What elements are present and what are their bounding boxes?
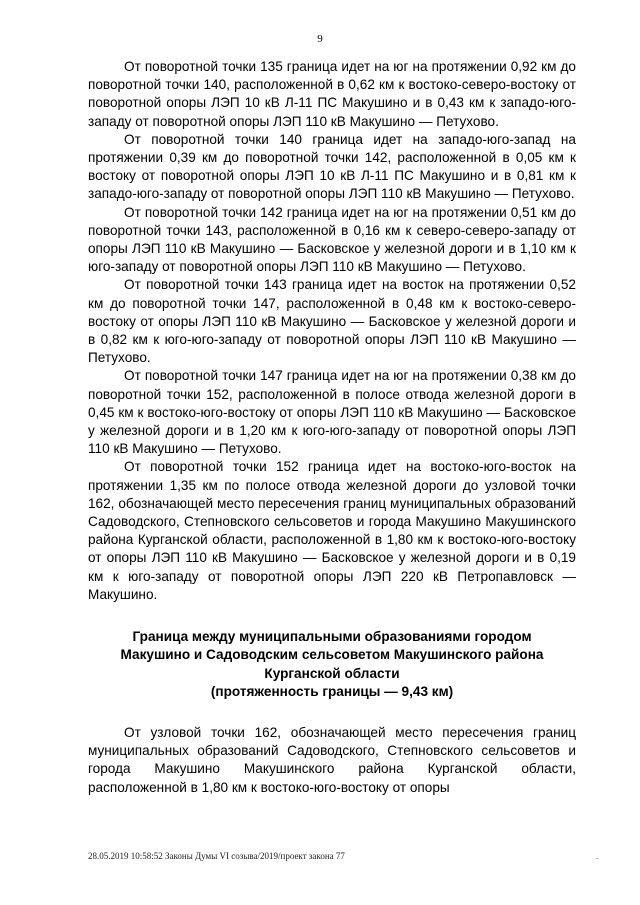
paragraph-point-140: От поворотной точки 140 граница идет на западо-юго-запад на протяжении 0,39 км до поворотной точки 142, расположенной в 0,05 км к востоку от поворотной опоры ЛЭП 10 кВ Л-11 ПС Макушино и в 0,81 км к западо-юго-западу от поворотной опоры ЛЭП 110 кВ Макушино — Петухово. — [88, 131, 576, 202]
paragraph-node-162: От узловой точки 162, обозначающей место пересечения границ муниципальных образований Садоводского, Степновского сельсоветов и города Макушино Макушинского района Курганской области, расположенной в 1,80 км к востоко-юго-востоку от опоры — [88, 724, 576, 795]
section-heading — [88, 628, 576, 701]
paragraph-point-152: От поворотной точки 152 граница идет на востоко-юго-восток на протяжении 1,35 км по полосе отвода железной дороги до узловой точки 162, обозначающей место пересечения границ муниципальных образований Садоводского, Степновского сельсоветов и города Макушино Макушинского района Курганской области, расположенной в 1,80 км к востоко-юго-востоку от опоры ЛЭП 110 кВ Макушино — Басковское у железной дороги и в 0,19 км к юго-западу от поворотной опоры ЛЭП 220 кВ Петропавловск — Макушино. — [88, 459, 576, 602]
section-heading-length: (протяженность границы — 9,43 км) — [210, 683, 454, 699]
footer-mark: . — [596, 851, 599, 861]
paragraph-point-142: От поворотной точки 142 граница идет на юг на протяжении 0,51 км до поворотной точки 143, расположенной в 0,16 км к северо-северо-западу от опоры ЛЭП 110 кВ Макушино — Басковское у железной дороги и в 1,10 км к юго-западу от поворотной опоры ЛЭП 110 кВ Макушино — Петухово. — [88, 204, 576, 275]
paragraph-point-143: От поворотной точки 143 граница идет на восток на протяжении 0,52 км до поворотной точки 147, расположенной в 0,48 км к востоко-северо-востоку от опоры ЛЭП 110 кВ Макушино — Басковское у железной дороги и в 0,82 км к юго-юго-западу от поворотной опоры ЛЭП 110 кВ Макушино — Петухово. — [88, 277, 576, 366]
footer-file-path: 28.05.2019 10:58:52 Законы Думы VI созыва/2019/проект закона 77 — [88, 851, 345, 861]
document-body — [88, 58, 576, 797]
section-heading-line: Граница между муниципальными образованиями городом — [132, 629, 532, 645]
section-heading-line: Курганской области — [264, 665, 400, 681]
paragraph-point-147: От поворотной точки 147 граница идет на юг на протяжении 0,38 км до поворотной точки 152, расположенной в полосе отвода железной дороги в 0,45 км к востоко-юго-востоку от опоры ЛЭП 110 кВ Макушино — Басковское у железной дороги и в 1,20 км к юго-юго-западу от поворотной опоры ЛЭП 110 кВ Макушино — Петухово. — [88, 368, 576, 457]
page-number: 9 — [317, 33, 323, 45]
paragraph-point-135: От поворотной точки 135 граница идет на юг на протяжении 0,92 км до поворотной точки 140, расположенной в 0,62 км к востоко-северо-востоку от поворотной опоры ЛЭП 10 кВ Л-11 ПС Макушино и в 0,43 км к западо-юго-западу от поворотной опоры ЛЭП 110 кВ Макушино — Петухово. — [88, 59, 576, 129]
section-heading-line: Макушино и Садоводским сельсоветом Макушинского района — [120, 647, 544, 663]
